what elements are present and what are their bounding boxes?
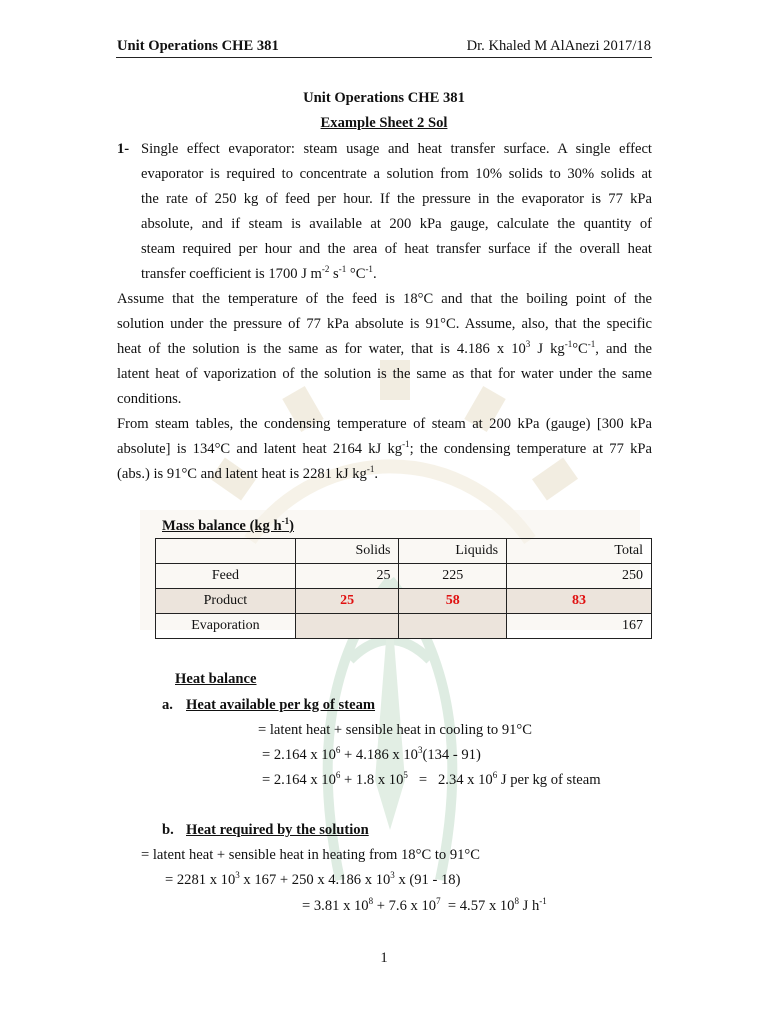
mass-balance-table bbox=[155, 538, 652, 639]
a-eq-line-2 bbox=[262, 747, 481, 765]
b3-a: = 3.81 x 10 bbox=[302, 898, 369, 914]
q-l6-sup3: -1 bbox=[365, 264, 373, 274]
st-l2-a: absolute] is 134°C and latent heat 2164 kJ kg bbox=[117, 441, 403, 457]
a3-sup3: 6 bbox=[492, 770, 498, 780]
question-line-3: the rate of 250 kg of feed per hour. If the pressure in the evaporator is 77 kPa bbox=[141, 191, 652, 207]
cell-solids: 25 bbox=[295, 564, 399, 589]
assume-line-5: conditions. bbox=[117, 391, 182, 407]
cell-solids bbox=[295, 614, 399, 639]
a2-sup1: 6 bbox=[335, 745, 341, 755]
steam-line-1: From steam tables, the condensing temperature of steam at 200 kPa (gauge) [300 kPa bbox=[117, 416, 652, 432]
header-cell-blank bbox=[156, 539, 296, 564]
b3-sup2: 7 bbox=[436, 896, 441, 906]
assume-line-3 bbox=[117, 341, 652, 359]
section-b-label: b. bbox=[162, 822, 174, 838]
b-eq-line-3 bbox=[302, 898, 547, 916]
q-l6-b: s bbox=[329, 266, 339, 282]
cell-liquids bbox=[399, 614, 507, 639]
q-l6-sup1: -2 bbox=[321, 264, 330, 274]
b2-b: x 167 + 250 x 4.186 x 10 bbox=[239, 872, 391, 888]
steam-line-3 bbox=[117, 466, 378, 484]
as-l3-sup3: -1 bbox=[587, 339, 596, 349]
st-l3-b: . bbox=[374, 466, 378, 482]
a2-b: + 4.186 x 10 bbox=[340, 747, 418, 763]
header-cell-liquids: Liquids bbox=[399, 539, 507, 564]
question-line-6 bbox=[141, 266, 377, 284]
page-number: 1 bbox=[380, 950, 388, 966]
table-row-feed bbox=[156, 564, 652, 589]
b3-d: J h bbox=[518, 898, 540, 914]
heat-balance-title: Heat balance bbox=[175, 671, 257, 687]
st-l2-sup: -1 bbox=[402, 439, 410, 449]
row-label: Evaporation bbox=[156, 614, 296, 639]
question-line-4: absolute, and if steam is available at 200 kPa gauge, calculate the quantity of bbox=[141, 216, 652, 232]
table-header-row bbox=[156, 539, 652, 564]
b3-b: + 7.6 x 10 bbox=[373, 898, 437, 914]
header-author-year: Dr. Khaled M AlAnezi 2017/18 bbox=[466, 38, 651, 54]
as-l3-sup1: 3 bbox=[525, 339, 531, 349]
b2-sup2: 3 bbox=[390, 870, 395, 880]
steam-line-2 bbox=[117, 441, 652, 459]
b3-sup3: 8 bbox=[514, 896, 519, 906]
b-eq-line-2 bbox=[165, 872, 460, 890]
b3-sup4: -1 bbox=[539, 896, 547, 906]
b2-a: = 2281 x 10 bbox=[165, 872, 236, 888]
question-number: 1- bbox=[117, 141, 130, 157]
a-eq-line-1: = latent heat + sensible heat in cooling to 91°C bbox=[258, 722, 532, 738]
document-title: Unit Operations CHE 381 bbox=[303, 90, 465, 106]
a2-c: (134 - 91) bbox=[422, 747, 481, 763]
section-b-title: Heat required by the solution bbox=[186, 822, 369, 838]
document-subtitle bbox=[0, 115, 768, 133]
as-l3-sup2: -1 bbox=[564, 339, 573, 349]
b2-sup1: 3 bbox=[235, 870, 240, 880]
q-l6-c: °C bbox=[346, 266, 366, 282]
question-line-5: steam required per hour and the area of heat transfer surface if the overall heat bbox=[141, 241, 652, 257]
assume-line-2: solution under the pressure of 77 kPa absolute is 91°C. Assume, also, that the specific bbox=[117, 316, 652, 332]
mass-balance-title bbox=[162, 518, 294, 536]
table-row-evaporation bbox=[156, 614, 652, 639]
cell-liquids: 58 bbox=[399, 589, 507, 614]
b-eq-line-1: = latent heat + sensible heat in heating from 18°C to 91°C bbox=[141, 847, 480, 863]
question-line-1: Single effect evaporator: steam usage and heat transfer surface. A single effect bbox=[141, 141, 652, 157]
row-label: Feed bbox=[156, 564, 296, 589]
table-row-product bbox=[156, 589, 652, 614]
section-a-title: Heat available per kg of steam bbox=[186, 697, 376, 713]
q-l6-d: . bbox=[372, 266, 377, 282]
st-l3-a: (abs.) is 91°C and latent heat is 2281 kJ kg bbox=[117, 466, 367, 482]
a3-d: J per kg of steam bbox=[497, 772, 601, 788]
cell-solids: 25 bbox=[295, 589, 399, 614]
mb-title-b: ) bbox=[289, 518, 294, 534]
header-cell-solids: Solids bbox=[295, 539, 399, 564]
a2-a: = 2.164 x 10 bbox=[262, 747, 336, 763]
cell-total: 250 bbox=[507, 564, 652, 589]
header-course-title: Unit Operations CHE 381 bbox=[117, 38, 279, 54]
b2-c: x (91 - 18) bbox=[394, 872, 461, 888]
mb-title-sup: -1 bbox=[281, 516, 290, 526]
a3-c: = 2.34 x 10 bbox=[407, 772, 493, 788]
cell-total: 83 bbox=[507, 589, 652, 614]
as-l3-b: J kg bbox=[530, 341, 565, 357]
a3-b: + 1.8 x 10 bbox=[340, 772, 404, 788]
q-l6-a: transfer coefficient is 1700 J m bbox=[141, 266, 322, 282]
assume-line-4: latent heat of vaporization of the solution is the same as that for water under the same bbox=[117, 366, 652, 382]
as-l3-c: °C bbox=[572, 341, 588, 357]
cell-total: 167 bbox=[507, 614, 652, 639]
header-rule bbox=[116, 57, 652, 58]
section-a-label: a. bbox=[162, 697, 173, 713]
a-eq-line-3 bbox=[262, 772, 601, 790]
b3-sup1: 8 bbox=[368, 896, 374, 906]
a3-sup1: 6 bbox=[335, 770, 341, 780]
header-cell-total: Total bbox=[507, 539, 652, 564]
a2-sup2: 3 bbox=[417, 745, 423, 755]
mb-title-a: Mass balance (kg h bbox=[162, 518, 282, 534]
st-l2-b: ; the condensing temperature at 77 kPa bbox=[409, 441, 652, 457]
assume-line-1: Assume that the temperature of the feed is 18°C and that the boiling point of the bbox=[117, 291, 652, 307]
cell-liquids: 225 bbox=[399, 564, 507, 589]
as-l3-a: heat of the solution is the same as for water, that is 4.186 x 10 bbox=[117, 341, 526, 357]
question-line-2: evaporator is required to concentrate a solution from 10% solids to 30% solids at bbox=[141, 166, 652, 182]
as-l3-d: , and the bbox=[595, 341, 652, 357]
a3-a: = 2.164 x 10 bbox=[262, 772, 336, 788]
q-l6-sup2: -1 bbox=[338, 264, 347, 274]
st-l3-sup: -1 bbox=[366, 464, 375, 474]
b3-c: = 4.57 x 10 bbox=[440, 898, 515, 914]
row-label: Product bbox=[156, 589, 296, 614]
a3-sup2: 5 bbox=[403, 770, 408, 780]
subtitle-text: Example Sheet 2 Sol bbox=[320, 115, 448, 131]
